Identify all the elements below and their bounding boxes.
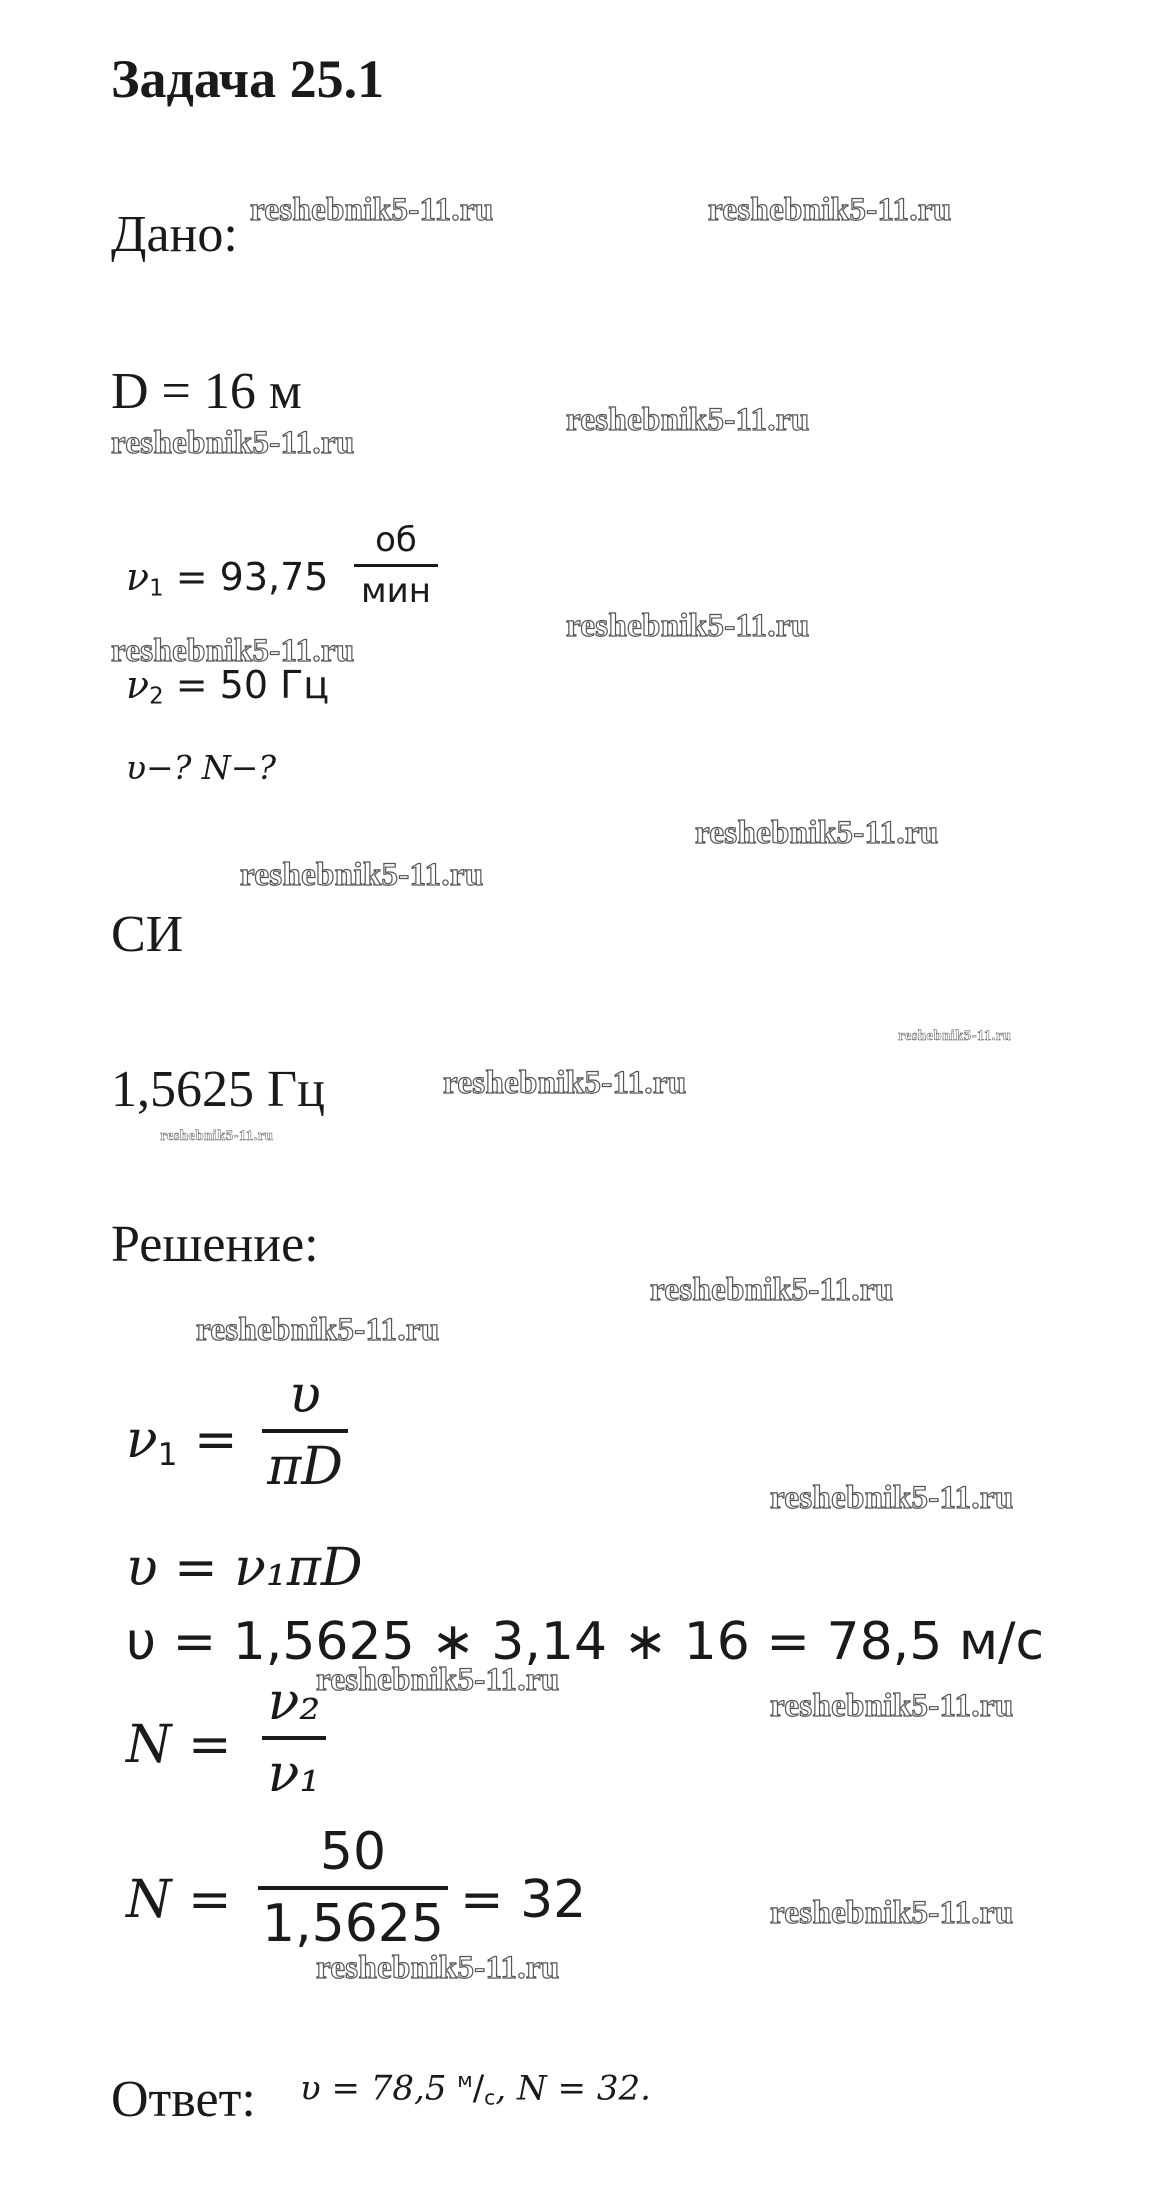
watermark: reshebnik5-11.ru — [111, 425, 355, 461]
solution-label: Решение: — [111, 1216, 319, 1273]
given-unknowns: υ−? N−? — [126, 748, 277, 787]
nu1-unit-fraction: об мин — [354, 520, 438, 611]
formula-v-calc: υ = 1,5625 ∗ 3,14 ∗ 16 = 78,5 м/с — [126, 1612, 1045, 1672]
watermark: reshebnik5-11.ru — [443, 1065, 687, 1101]
formula-nu1-fraction: υ πD — [262, 1365, 348, 1497]
watermark: reshebnik5-11.ru — [770, 1480, 1014, 1516]
watermark: reshebnik5-11.ru — [566, 608, 810, 644]
watermark: reshebnik5-11.ru — [160, 1128, 274, 1144]
watermark: reshebnik5-11.ru — [770, 1895, 1014, 1931]
answer-text: υ = 78,5 $^м/_с$, N = 32. — [300, 2068, 651, 2110]
watermark: reshebnik5-11.ru — [695, 815, 939, 851]
formula-n: N = — [126, 1715, 232, 1775]
page-title: Задача 25.1 — [111, 49, 385, 109]
formula-v: υ = ν₁πD — [126, 1538, 363, 1598]
formula-n-calc: N = — [126, 1870, 232, 1930]
watermark: reshebnik5-11.ru — [316, 1662, 560, 1698]
watermark: reshebnik5-11.ru — [770, 1688, 1014, 1724]
si-value: 1,5625 Гц — [111, 1061, 325, 1118]
formula-n-fraction: ν₂ ν₁ — [262, 1672, 326, 1804]
watermark: reshebnik5-11.ru — [566, 402, 810, 438]
watermark: reshebnik5-11.ru — [240, 857, 484, 893]
answer-label: Ответ: — [111, 2071, 256, 2128]
given-diameter: D = 16 м — [111, 363, 302, 420]
formula-n-result: = 32 — [460, 1870, 587, 1930]
given-label: Дано: — [111, 206, 238, 263]
watermark: reshebnik5-11.ru — [650, 1272, 894, 1308]
si-label: СИ — [111, 906, 184, 963]
watermark: reshebnik5-11.ru — [708, 192, 952, 228]
formula-nu1: $\nu_1$ = — [126, 1410, 238, 1473]
given-nu1: $\nu_1 = 93,75$ — [126, 555, 329, 602]
formula-n-calc-fraction: 50 1,5625 — [258, 1822, 448, 1954]
watermark: reshebnik5-11.ru — [250, 192, 494, 228]
watermark: reshebnik5-11.ru — [316, 1950, 560, 1986]
watermark: reshebnik5-11.ru — [196, 1312, 440, 1348]
watermark: reshebnik5-11.ru — [111, 633, 355, 669]
watermark: reshebnik5-11.ru — [898, 1028, 1012, 1044]
given-nu2: $\nu_2 = 50$ Гц — [126, 663, 330, 710]
